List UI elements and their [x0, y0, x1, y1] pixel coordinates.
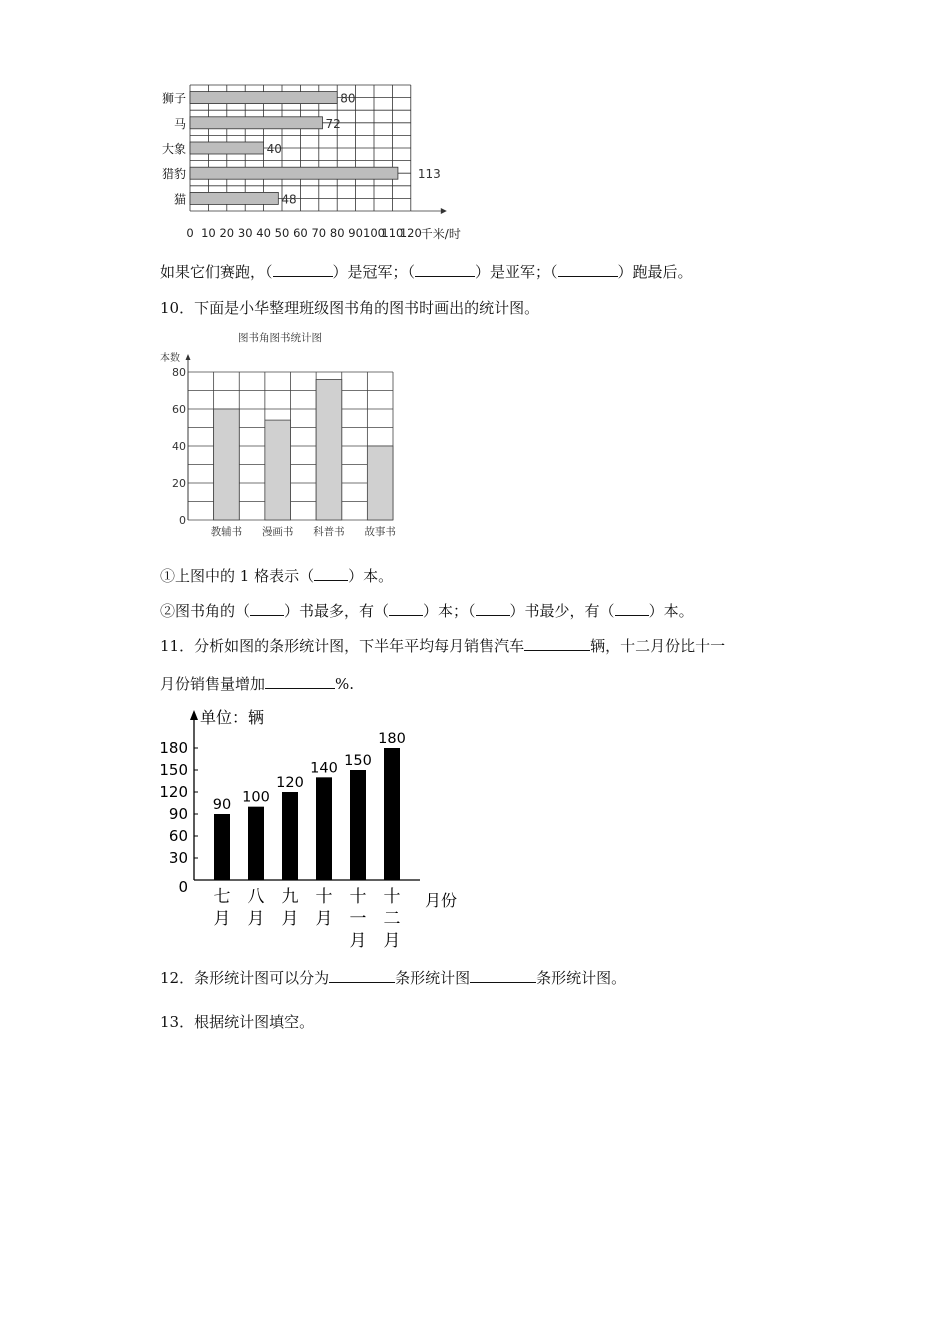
month-label-char: 八: [247, 887, 265, 907]
sales-value-label: 180: [378, 731, 406, 747]
speed-value-label: 40: [266, 142, 282, 156]
q9-sentence: 如果它们赛跑，（ ）是冠军；（ ）是亚军；（ ）跑最后。: [160, 263, 693, 281]
q13-title: 13．根据统计图填空。: [160, 1013, 315, 1031]
y-tick-label: 40: [172, 440, 186, 453]
month-label-char: 十: [315, 887, 333, 907]
y-axis-label: 单位：辆: [200, 708, 265, 727]
book-bar: [367, 446, 393, 520]
y-tick-label: 60: [168, 827, 188, 845]
q10-blank-most-type[interactable]: [250, 601, 284, 616]
animal-label: 狮子: [161, 91, 186, 106]
x-tick-label: 80: [329, 226, 345, 240]
y-axis-label: 本数: [160, 353, 180, 364]
q10-blank-unit[interactable]: [314, 566, 348, 581]
x-unit-label: 千米/时: [420, 227, 461, 241]
chart-title: 图书角图书统计图: [238, 332, 322, 344]
speed-value-label: 113: [417, 167, 441, 182]
y-tick-label: 120: [159, 783, 188, 801]
sales-value-label: 150: [344, 753, 372, 769]
speed-bar: [190, 92, 337, 104]
speed-bar: [190, 142, 264, 154]
x-tick-label: 30: [237, 226, 253, 240]
sales-bar: [350, 770, 366, 880]
sales-bar: [214, 814, 230, 880]
q10-blank-least-count[interactable]: [615, 601, 649, 616]
speed-bar: [190, 117, 322, 129]
animal-speed-chart: [150, 75, 490, 250]
month-label-char: 七: [213, 887, 231, 907]
category-label: 漫画书: [261, 526, 294, 538]
category-label: 教辅书: [210, 526, 243, 538]
y-tick-label: 20: [172, 477, 186, 490]
x-tick-label: 40: [256, 226, 271, 240]
animal-label: 猎豹: [161, 167, 186, 182]
y-tick-label: 0: [179, 514, 186, 527]
q9-blank-champion[interactable]: [273, 262, 333, 277]
x-tick-label: 110: [381, 226, 404, 240]
book-bar: [265, 420, 291, 520]
y-tick-label: 90: [168, 805, 188, 823]
sales-bar: [384, 748, 400, 880]
speed-value-label: 48: [281, 192, 297, 207]
sales-value-label: 90: [212, 797, 232, 813]
month-label-char: 十: [349, 887, 367, 907]
x-tick-label: 0: [186, 226, 194, 240]
y-tick-label: 150: [159, 761, 188, 779]
q10-title: 10．下面是小华整理班级图书角的图书时画出的统计图。: [160, 299, 540, 317]
animal-label: 马: [173, 116, 186, 131]
sales-value-label: 140: [310, 760, 338, 777]
q12-blank-2[interactable]: [470, 968, 536, 983]
month-label-char: 月: [349, 931, 367, 951]
month-label-char: 月: [315, 909, 333, 929]
month-label-char: 月: [213, 909, 231, 929]
y-tick-label: 30: [168, 849, 188, 867]
q12-blank-1[interactable]: [329, 968, 395, 983]
q12-sentence: 12．条形统计图可以分为 条形统计图 条形统计图。: [160, 969, 627, 987]
x-tick-label: 20: [219, 226, 235, 240]
x-axis-arrow-icon: [441, 208, 447, 214]
speed-value-label: 80: [340, 91, 356, 106]
q10-sub1: ①上图中的 1 格表示（ ）本。: [160, 567, 394, 585]
category-label: 科普书: [313, 526, 345, 538]
y-tick-label: 0: [178, 878, 188, 896]
book-corner-chart: [150, 325, 410, 545]
month-label-char: 月: [281, 909, 299, 929]
x-axis-label: 月份: [425, 891, 458, 910]
q10-blank-least-type[interactable]: [476, 601, 510, 616]
speed-bar: [190, 167, 398, 179]
y-axis-arrow-icon: [186, 354, 191, 360]
q11-blank-average[interactable]: [524, 636, 590, 651]
x-tick-label: 50: [274, 226, 290, 240]
x-tick-label: 120: [399, 226, 422, 240]
x-tick-label: 90: [348, 226, 363, 240]
sales-value-label: 100: [242, 789, 270, 806]
sales-bar: [316, 777, 332, 880]
book-bar: [214, 409, 240, 520]
y-tick-label: 60: [172, 403, 186, 416]
month-label-char: 十: [383, 887, 401, 907]
animal-label: 大象: [161, 142, 186, 156]
q11-blank-percent[interactable]: [265, 674, 335, 689]
month-label-char: 九: [281, 887, 299, 907]
y-tick-label: 80: [172, 366, 186, 379]
sales-bar: [248, 807, 264, 880]
speed-bar: [190, 192, 278, 204]
category-label: 故事书: [364, 526, 396, 538]
book-bar: [316, 379, 342, 520]
q9-blank-last[interactable]: [558, 262, 618, 277]
x-tick-label: 10: [201, 226, 216, 240]
q10-blank-most-count[interactable]: [389, 601, 423, 616]
q10-sub2: ②图书角的（ ）书最多，有（ ）本；（ ）书最少，有（ ）本。: [160, 602, 694, 620]
x-tick-label: 60: [293, 226, 308, 240]
car-sales-chart: [150, 700, 470, 955]
month-label-char: 一: [349, 909, 367, 929]
q11-line1: 11．分析如图的条形统计图，下半年平均每月销售汽车 辆，十二月份比十一: [160, 637, 726, 655]
sales-value-label: 120: [276, 775, 304, 791]
speed-value-label: 72: [325, 116, 341, 131]
y-axis-arrow-icon: [190, 710, 198, 720]
q9-blank-runner-up[interactable]: [415, 262, 475, 277]
q11-line2: 月份销售量增加 %.: [160, 675, 355, 693]
month-label-char: 月: [383, 931, 401, 951]
animal-label: 猫: [173, 192, 186, 207]
sales-bar: [282, 792, 298, 880]
x-tick-label: 70: [311, 226, 327, 240]
month-label-char: 月: [247, 909, 265, 929]
y-tick-label: 180: [159, 739, 188, 757]
month-label-char: 二: [383, 909, 401, 929]
x-tick-label: 100: [363, 226, 385, 240]
